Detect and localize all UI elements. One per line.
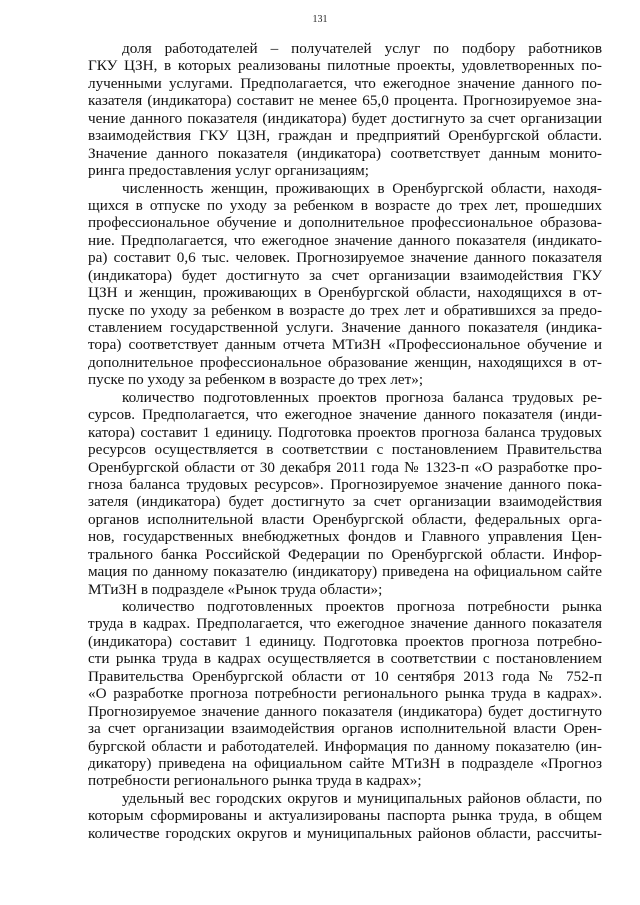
text-line: доля работодателей – получателей услуг по подбору работников bbox=[122, 40, 602, 57]
text-line: катора) составит 1 единицу. Подготовка проектов прогноза баланса трудовых bbox=[88, 423, 602, 441]
text-line: трального банка Российской Федерации по Оренбургской области. Инфор- bbox=[88, 545, 602, 563]
text-line: численность женщин, проживающих в Оренбургской области, находя- bbox=[122, 179, 602, 197]
text-line: профессиональное обучение и дополнительное профессиональное образова- bbox=[88, 214, 602, 232]
text-line: (индикатора) составит 1 единицу. Подготовка проектов прогноза потребно- bbox=[88, 632, 602, 650]
text-line: (индикатора) будет достигнуто за счет организации взаимодействия ГКУ bbox=[88, 266, 602, 284]
text-line: бургской области и работодателей. Информация по данному показателю (ин- bbox=[88, 737, 602, 755]
body-text bbox=[88, 40, 602, 842]
text-line: труда в кадрах. Предполагается, что ежегодное значение данного показателя bbox=[88, 615, 602, 633]
text-line: щихся в отпуске по уходу за ребенком в возрасте до трех лет, прошедших bbox=[88, 196, 602, 214]
text-line: ставлением государственной услуги. Значение данного показателя (индика- bbox=[88, 319, 602, 336]
text-line: количество подготовленных проектов прогноза потребности рынка bbox=[122, 598, 602, 615]
text-line: нов, государственных внебюджетных фондов и Главного управления Цен- bbox=[88, 528, 602, 546]
text-line: дикатору) приведена на официальном сайте МТиЗН в подразделе «Прогноз bbox=[88, 754, 602, 772]
text-line: «О разработке прогноза потребности регионального рынка труда в кадрах». bbox=[88, 685, 602, 703]
text-line: ГКУ ЦЗН, в которых реализованы пилотные проекты, удовлетворенных по- bbox=[88, 57, 602, 75]
text-line: удельный вес городских округов и муниципальных районов области, по bbox=[122, 789, 602, 807]
text-line: зателя (индикатора) будет достигнуто за счет организации взаимодействия bbox=[88, 493, 602, 511]
text-line: количество подготовленных проектов прогноза баланса трудовых ре- bbox=[122, 388, 602, 406]
text-line: гноза баланса трудовых ресурсов». Прогнозируемое значение данного пока- bbox=[88, 475, 602, 493]
text-line: лученными услугами. Предполагается, что ежегодное значение данного по- bbox=[88, 74, 602, 92]
text-line: Прогнозируемое значение данного показателя (индикатора) будет достигнуто bbox=[88, 702, 602, 720]
text-line: которым сформированы и актуализированы паспорта рынка труда, в общем bbox=[88, 807, 602, 825]
text-line: ра) составит 0,6 тыс. человек. Прогнозируемое значение данного показателя bbox=[88, 249, 602, 267]
text-line: за счет организации взаимодействия органов исполнительной власти Орен- bbox=[88, 720, 602, 738]
text-line: Значение данного показателя (индикатора) соответствует данным монито- bbox=[88, 144, 602, 162]
text-line: мация по данному показателю (индикатору) приведена на официальном сайте bbox=[88, 563, 602, 581]
text-line: казателя (индикатора) составит не менее 65,0 процента. Прогнозируемое зна- bbox=[88, 92, 602, 110]
text-line: ЦЗН и женщин, проживающих в Оренбургской области, находящихся в от- bbox=[88, 284, 602, 302]
text-line: количестве городских округов и муниципальных районов области, рассчиты- bbox=[88, 824, 602, 842]
text-line: сурсов. Предполагается, что ежегодное значение данного показателя (инди- bbox=[88, 406, 602, 424]
text-line: пуске по уходу за ребенком в возрасте до трех лет»; bbox=[88, 371, 424, 389]
text-line: чение данного показателя (индикатора) будет достигнуто за счет организации bbox=[88, 109, 602, 127]
text-line: Правительства Оренбургской области от 10 сентября 2013 года № 752-п bbox=[88, 667, 602, 685]
text-line: сти рынка труда в кадрах осуществляется в соответствии с постановлением bbox=[88, 650, 602, 668]
text-line: тора) соответствует данным отчета МТиЗН «Профессиональное обучение и bbox=[88, 336, 602, 354]
text-line: ние. Предполагается, что ежегодное значение данного показателя (индикато- bbox=[88, 231, 602, 249]
text-line: пуске по уходу за ребенком в возрасте до трех лет и обратившихся за предо- bbox=[88, 301, 602, 319]
text-line: ресурсов осуществляется в соответствии с постановлением Правительства bbox=[88, 441, 602, 459]
text-line: МТиЗН в подразделе «Рынок труда области»; bbox=[88, 580, 383, 598]
text-line: потребности регионального рынка труда в кадрах»; bbox=[88, 772, 422, 790]
page-number: 131 bbox=[312, 14, 328, 25]
text-line: органов исполнительной власти Оренбургской области, федеральных орга- bbox=[88, 510, 602, 528]
text-line: Оренбургской области от 30 декабря 2011 года № 1323-п «О разработке про- bbox=[88, 458, 602, 476]
text-line: ринга предоставления услуг организациям; bbox=[88, 162, 369, 180]
text-line: дополнительное профессиональное образование женщин, находящихся в от- bbox=[88, 353, 602, 371]
text-line: взаимодействия ГКУ ЦЗН, граждан и предприятий Оренбургской области. bbox=[88, 127, 602, 145]
